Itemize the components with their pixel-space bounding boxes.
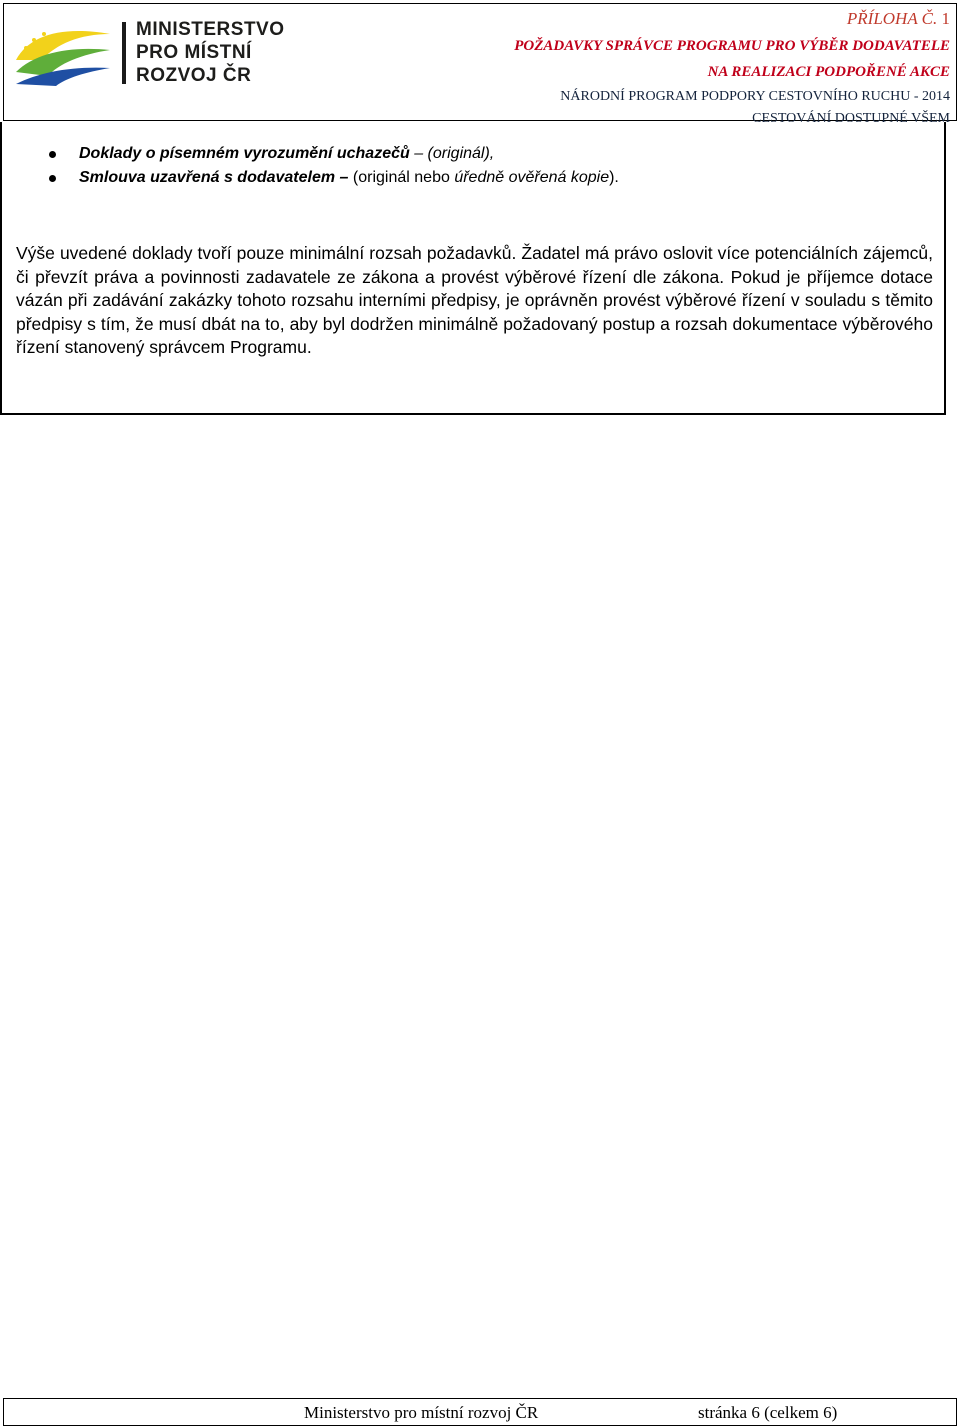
bullet-rest-text: – (originál), bbox=[409, 145, 495, 162]
page-header bbox=[3, 3, 957, 126]
list-item bbox=[2, 166, 932, 190]
list-item bbox=[2, 142, 932, 166]
bullet-bold-text: Doklady o písemném vyrozumění uchazečů bbox=[79, 145, 410, 162]
bullet-copy-text: úředně ověřená kopie bbox=[454, 169, 610, 186]
bullet-list bbox=[2, 142, 932, 190]
document-title-line1: POŽADAVKY SPRÁVCE PROGRAMU PRO VÝBĚR DODAVATELE bbox=[514, 38, 950, 54]
ministry-emblem-icon bbox=[12, 20, 112, 88]
footer-organization: Ministerstvo pro místní rozvoj ČR bbox=[304, 1403, 539, 1422]
logo-line: MINISTERSTVO bbox=[136, 19, 285, 40]
bullet-original-text: originál nebo bbox=[358, 169, 455, 186]
ministry-logo bbox=[12, 16, 285, 88]
bullet-icon bbox=[49, 175, 56, 182]
attachment-number: 1 bbox=[941, 9, 950, 28]
bullet-icon bbox=[49, 151, 56, 158]
logo-divider bbox=[122, 22, 126, 84]
body-paragraph: Výše uvedené doklady tvoří pouze minimální rozsah požadavků. Žadatel má právo oslovit více potenciálních zájemců, či převzít práva a povinnosti zadavatele ze zákona a provést výběrové řízení dle zákona. Pokud je příjemce dotace vázán při zadávání zakázky tohoto rozsahu interními předpisy, je oprávněn provést výběrové řízení v souladu s těmito předpisy s tím, že musí dbát na to, aby byl dodržen minimálně požadovaný postup a rozsah dokumentace výběrového řízení stanovený správcem Programu. bbox=[16, 243, 933, 357]
logo-line: PRO MÍSTNÍ bbox=[136, 42, 252, 63]
bullet-paren-open: ( bbox=[352, 169, 359, 186]
program-name-line2: CESTOVÁNÍ DOSTUPNÉ VŠEM bbox=[752, 111, 950, 126]
program-name-line1: NÁRODNÍ PROGRAM PODPORY CESTOVNÍHO RUCHU - 2014 bbox=[560, 89, 950, 104]
bullet-paren-close: ). bbox=[609, 169, 619, 186]
document-title-line2: NA REALIZACI PODPOŘENÉ AKCE bbox=[707, 64, 950, 80]
footer-page-number: stránka 6 (celkem 6) bbox=[698, 1403, 838, 1422]
logo-wordmark bbox=[136, 18, 285, 87]
attachment-label-text: PŘÍLOHA Č. bbox=[846, 9, 938, 28]
bullet-bold-text: Smlouva uzavřená s dodavatelem bbox=[79, 169, 336, 186]
attachment-label bbox=[514, 8, 950, 30]
page-footer bbox=[3, 1398, 957, 1426]
header-title-block bbox=[514, 8, 950, 130]
bullet-dash: – bbox=[335, 169, 353, 186]
content-box bbox=[0, 122, 946, 415]
logo-line: ROZVOJ ČR bbox=[136, 65, 252, 86]
